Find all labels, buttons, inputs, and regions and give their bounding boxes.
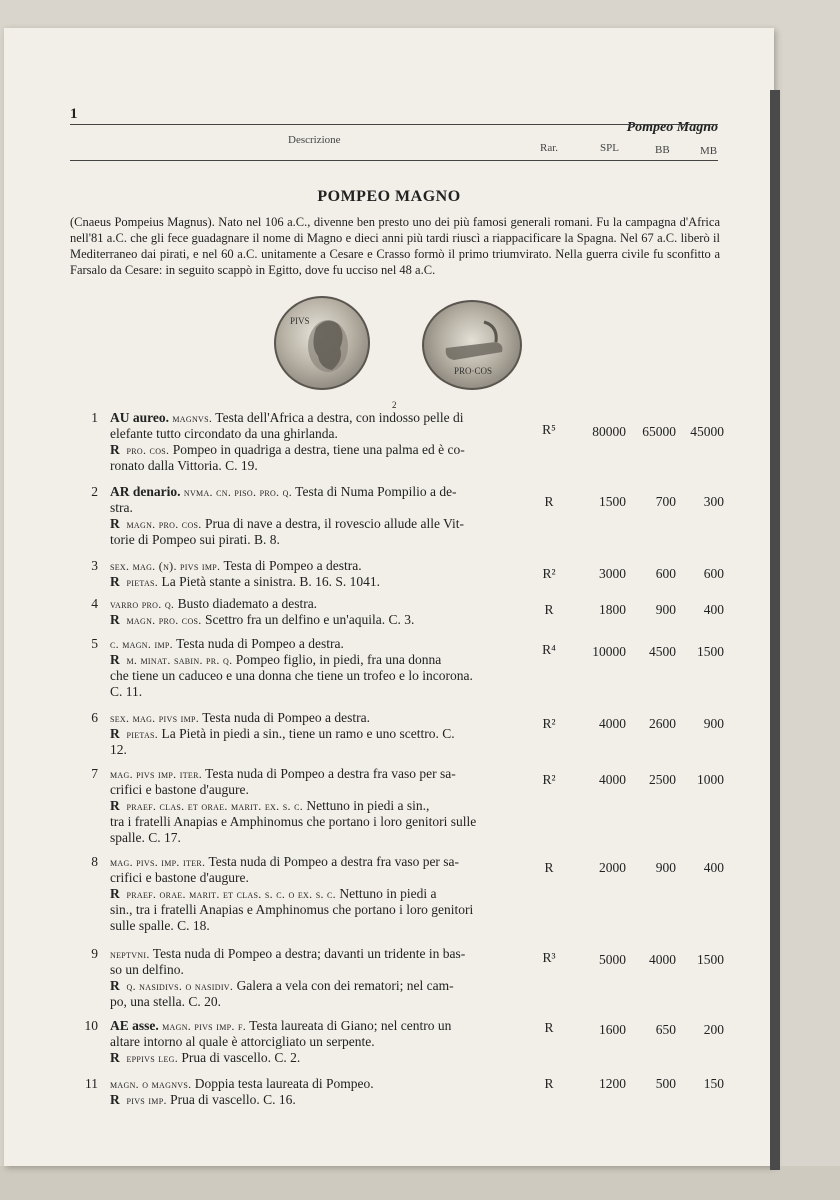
- figure-number: 2: [392, 400, 397, 410]
- col-header-bb: BB: [655, 144, 670, 156]
- intro-paragraph: (Cnaeus Pompeius Magnus). Nato nel 106 a.C., divenne ben presto uno dei più famosi generali romani. Fu la campagna d'Africa nell'81 a.C. che gli fece guadagnare il nome di Magno e dieci anni più tardi riuscì a riappacificare la Spagna. Nel 67 a.C. liberò il Mediterraneo dai pirati, e nel 60 a.C. unitamente a Cesare e Crasso formò il primo triumvirato. Nella guerra civile fu sconfitto a Farsalo da Cesare: in seguito scappò in Egitto, dove fu ucciso nel 48 a.C.: [70, 215, 720, 277]
- book-page: 1 Pompeo Magno Descrizione Rar. SPL BB MB POMPEO MAGNO (Cnaeus Pompeius Magnus). Nato nel 106 a.C., divenne ben presto uno dei più famosi generali romani. Fu la campagna d'Africa nell'81 a.C. che gli fece guadagnare il nome di Magno e dieci anni più tardi riuscì a riappacificare la Spagna. Nel 67 a.C. liberò il Mediterraneo dai pirati, e nel 60 a.C. unitamente a Cesare e Crasso formò il primo triumvirato. Nella guerra civile fu sconfitto a Farsalo da Cesare: in seguito scappò in Egitto, dove fu ucciso nel 48 a.C. PIVS PRO·COS 2 1 AU aureo. magnvs. Testa dell'Africa a destra, con indosso pelle di elefante tutto circondato da una ghirlanda. R pro. cos. Pompeo in quadriga a destra, tiene una palma ed è co- ronato dalla Vittoria. C. 19. R⁵ 80000 65000 45000 2 AR denario. nvma. cn. piso. pro. q. Testa di Numa Pompilio a de- stra. R magn. pro. cos. Prua di nave a destra, il rovescio allude alle Vit- torie di Pompeo sui pirati. B. 8. R 1500 700 300 3 sex. mag. (n). pivs imp. Testa di Pompeo a destra. R pietas. La Pietà stante a sinistra. B. 16. S. 1041. R² 3000 600 600 4 varro pro. q. Busto diademato a destra. R magn. pro. cos. Scettro fra un delfino e un'aquila. C. 3. R 1800 900 400 5 c. magn. imp. Testa nuda di Pompeo a destra. R m. minat. sabin. pr. q. Pompeo figlio, in piedi, fra una donna che tiene un caduceo e una donna che tiene un trofeo e lo incorona. C. 11. R⁴ 10000 4500 1500 6 sex. mag. pivs imp. Testa nuda di Pompeo a destra. R pietas. La Pietà in piedi a sin., tiene un ramo e uno scettro. C. 12. R² 4000 2600 900 7 mag. pivs imp. iter. Testa nuda di Pompeo a destra fra vaso per sa- crifici e bastone d'augure. R praef. clas. et orae. marit. ex. s. c. Nettuno in piedi a sin., tra i fratelli Anapias e Amphinomus che portano i loro genitori sulle spalle. C. 17. R² 4000 2500 1000 8 mag. pivs. imp. iter. Testa nuda di Pompeo a destra fra vaso per sa- crifici e bastone d'augure. R praef. orae. marit. et clas. s. c. o ex. s. c. Nettuno in piedi a sin., tra i fratelli Anapias e Amphinomus che portano i loro genitori sulle spalle. C. 18. R 2000 900 400 9 neptvni. Testa nuda di Pompeo a destra; davanti un tridente in bas- so un delfino. R q. nasidivs. o nasidiv. Galera a vela con dei rematori; nel cam- po, una stella. C. 20. R³ 5000 4000 1500 10 AE asse. magn. pivs imp. f. Testa laureata di Giano; nel centro un altare intorno al quale è attorcigliato un serpente. R eppivs leg. Prua di vascello. C. 2. R 1600 650 200 11 magn. o magnvs. Doppia testa laureata di Pompeo. R pivs imp. Prua di vascello. C. 16. R 1200 500 150: [4, 28, 774, 1166]
- price-bb: 65000: [642, 424, 676, 439]
- coin1-legend: PIVS: [290, 316, 310, 326]
- table-surface: [0, 1166, 840, 1200]
- price-mb: 45000: [690, 424, 724, 439]
- col-header-rar: Rar.: [540, 142, 559, 154]
- header-rule-top: [70, 124, 718, 125]
- page-title: POMPEO MAGNO: [317, 188, 461, 205]
- price-spl: 80000: [592, 424, 626, 439]
- col-header-mb: MB: [700, 145, 718, 157]
- coin-reverse-image: [422, 300, 522, 390]
- rarity: R⁵: [542, 422, 556, 437]
- entry-number: 1: [91, 410, 98, 425]
- entry-description: AU aureo. magnvs. Testa dell'Africa a destra, con indosso pelle di elefante tutto circondato da una ghirlanda. R pro. cos. Pompeo in quadriga a destra, tiene una palma ed è co- ronato dalla Vittoria. C. 19.: [110, 410, 465, 473]
- col-header-spl: SPL: [600, 142, 619, 154]
- coin2-legend: PRO·COS: [454, 366, 493, 376]
- book-spine: [770, 90, 780, 1170]
- col-header-desc: Descrizione: [288, 134, 341, 146]
- running-head: Pompeo Magno: [626, 120, 718, 135]
- header-rule-bottom: [70, 160, 718, 161]
- head-icon: [276, 298, 368, 388]
- page-number: 1: [70, 106, 78, 122]
- coin-obverse-image: [274, 296, 370, 390]
